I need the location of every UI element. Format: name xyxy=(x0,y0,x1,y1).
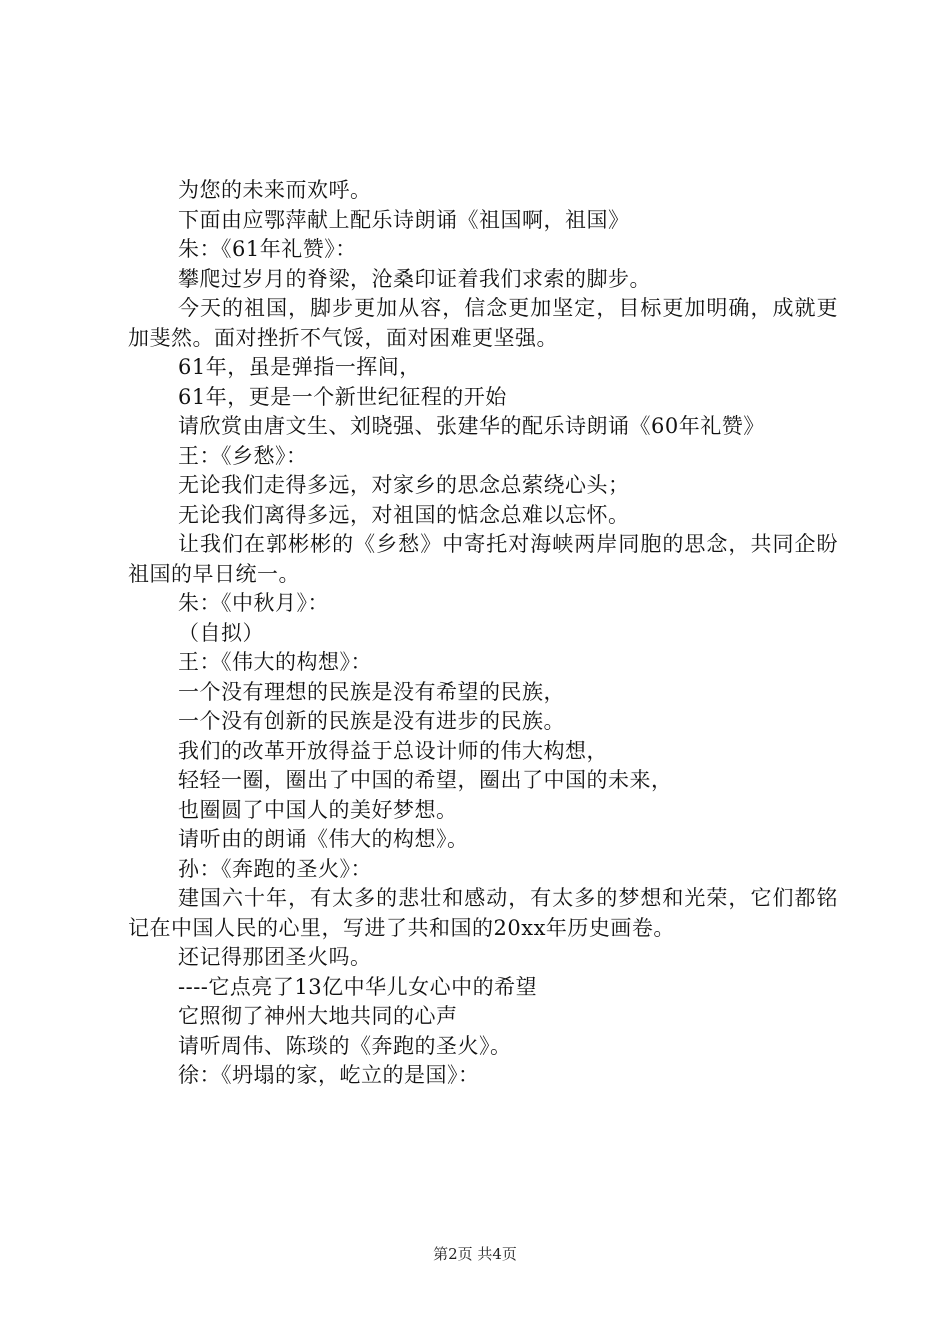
paragraph: 轻轻一圈，圈出了中国的希望，圈出了中国的未来， xyxy=(178,768,673,792)
paragraph: 一个没有理想的民族是没有希望的民族， xyxy=(178,679,565,704)
paragraph: 建国六十年，有太多的悲壮和感动，有太多的梦想和光荣，它们都铭记在中国人民的心里，写进了共和国的20xx年历史画卷。 xyxy=(128,886,838,940)
page-footer: 第2页 共4页 xyxy=(433,1245,517,1263)
paragraph: 朱：《61年礼赞》： xyxy=(178,237,357,261)
paragraph: （自拟） xyxy=(178,620,264,645)
paragraph: 61年，虽是弹指一挥间， xyxy=(178,355,421,379)
paragraph: 为您的未来而欢呼。 xyxy=(178,178,372,202)
paragraph: 让我们在郭彬彬的《乡愁》中寄托对海峡两岸同胞的思念，共同企盼祖国的早日统一。 xyxy=(128,532,838,586)
paragraph: 请听周伟、陈琰的《奔跑的圣火》。 xyxy=(178,1033,512,1058)
paragraph: 还记得那团圣火吗。 xyxy=(178,945,372,969)
paragraph: 61年，更是一个新世纪征程的开始 xyxy=(178,384,507,409)
paragraph: 徐：《坍塌的家，屹立的是国》： xyxy=(178,1063,480,1087)
paragraph: 无论我们离得多远，对祖国的惦念总难以忘怀。 xyxy=(178,502,630,527)
document-body xyxy=(128,176,838,1091)
paragraph: 一个没有创新的民族是没有进步的民族。 xyxy=(178,709,565,733)
paragraph: 我们的改革开放得益于总设计师的伟大构想， xyxy=(178,738,608,763)
paragraph: 朱：《中秋月》： xyxy=(178,591,329,615)
paragraph: 也圈圆了中国人的美好梦想。 xyxy=(178,797,458,822)
paragraph: 攀爬过岁月的脊梁，沧桑印证着我们求索的脚步。 xyxy=(178,266,651,291)
paragraph: 无论我们走得多远，对家乡的思念总萦绕心头； xyxy=(178,473,630,497)
paragraph: 下面由应鄂萍献上配乐诗朗诵《祖国啊，祖国》 xyxy=(178,207,630,232)
paragraph: 请听由的朗诵《伟大的构想》。 xyxy=(178,827,469,851)
paragraph: 孙：《奔跑的圣火》： xyxy=(178,856,372,881)
paragraph: 今天的祖国，脚步更加从容，信念更加坚定，目标更加明确，成就更加斐然。面对挫折不气馁，面对困难更坚强。 xyxy=(128,296,838,350)
paragraph: ----它点亮了13亿中华儿女心中的希望 xyxy=(178,974,538,999)
paragraph: 王：《乡愁》： xyxy=(178,443,308,468)
paragraph: 请欣赏由唐文生、刘晓强、张建华的配乐诗朗诵《60年礼赞》 xyxy=(178,414,765,438)
paragraph: 它照彻了神州大地共同的心声 xyxy=(178,1004,458,1028)
paragraph: 王：《伟大的构想》： xyxy=(178,650,372,674)
